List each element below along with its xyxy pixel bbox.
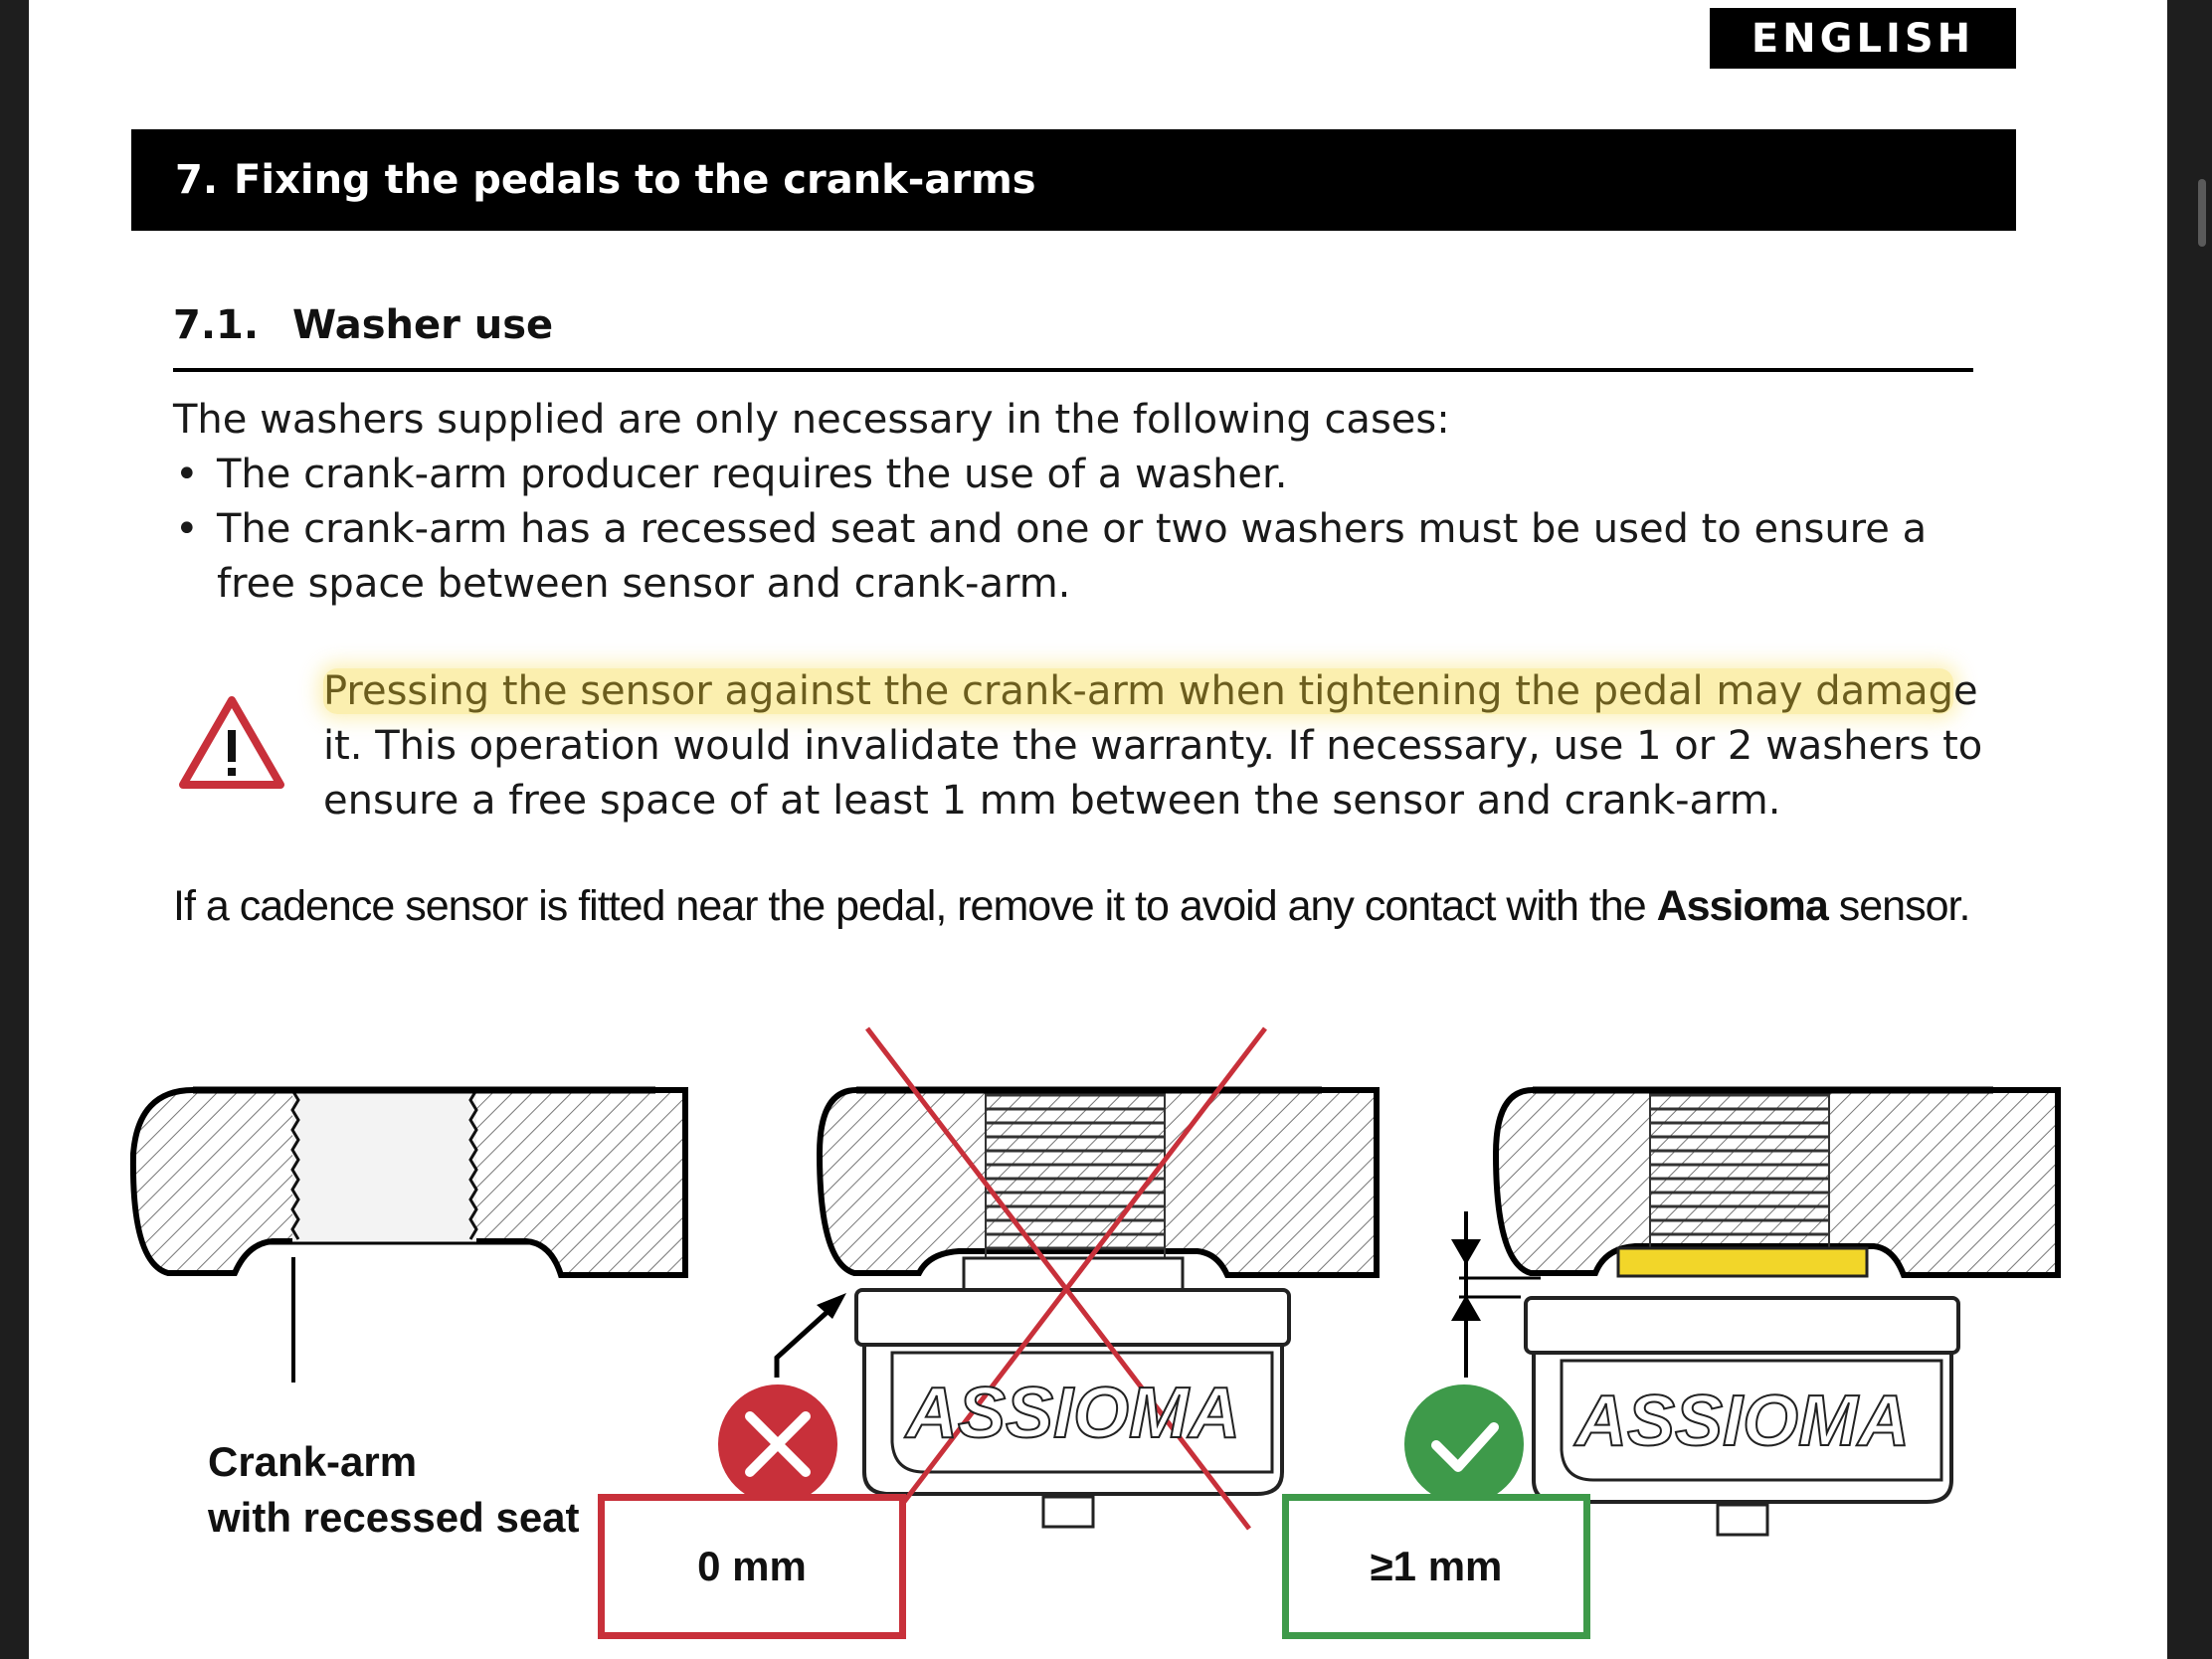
crank-arm-recessed — [133, 1088, 685, 1382]
pedal-brand-bad: ASSIOMA — [905, 1374, 1241, 1453]
pedal-brand-good: ASSIOMA — [1574, 1382, 1911, 1461]
warning-highlight: Pressing the sensor against the crank-arm when tightening the pedal may damag — [323, 668, 1954, 714]
manual-page — [29, 0, 2167, 1659]
diagram-drawing — [29, 1005, 2167, 1659]
intro-bullet-list — [173, 448, 2013, 612]
bullet-item: • The crank-arm has a recessed seat and one or two washers must be used to ensure a free space between sensor and crank-arm. — [173, 502, 2013, 612]
warning-rest: e it. This operation would invalidate the warranty. If necessary, use 1 or 2 washers to ensure a free space of at least 1 mm between the sensor and crank-arm. — [323, 668, 1983, 824]
cadence-note — [173, 882, 2043, 931]
subsection-title: Washer use — [292, 302, 554, 348]
intro-text — [173, 393, 2013, 612]
warning-triangle-icon — [178, 694, 285, 792]
note-text-before: If a cadence sensor is fitted near the pedal, remove it to avoid any contact with the — [173, 882, 1657, 930]
note-text-after: sensor. — [1827, 882, 1970, 930]
warning-block — [178, 664, 2028, 833]
warning-text — [323, 664, 2024, 829]
section-number: 7. — [175, 157, 219, 203]
language-label: ENGLISH — [1751, 15, 1975, 62]
note-brand: Assioma — [1656, 882, 1828, 930]
crank-arm-label — [208, 1434, 580, 1546]
intro-lead: The washers supplied are only necessary in the following cases: — [173, 397, 1450, 443]
subsection-number: 7.1. — [173, 302, 260, 348]
crank-label-line2: with recessed seat — [208, 1494, 580, 1541]
section-title: Fixing the pedals to the crank-arms — [234, 157, 1036, 203]
pedal-good-fit — [1404, 1090, 2058, 1535]
scrollbar-thumb[interactable] — [2198, 179, 2206, 247]
gap-box-good — [1282, 1494, 1590, 1639]
section-heading — [131, 129, 2016, 231]
pedal-bad-fit — [718, 1028, 1377, 1529]
gap-value-bad: 0 mm — [697, 1543, 807, 1589]
washer-diagram — [29, 1005, 2167, 1659]
crank-label-line1: Crank-arm — [208, 1438, 418, 1485]
gap-value-good: ≥1 mm — [1370, 1543, 1503, 1589]
language-badge — [1710, 8, 2016, 69]
subsection-heading — [173, 298, 1973, 372]
bullet-item: • The crank-arm producer requires the use of a washer. — [173, 448, 2013, 502]
gap-box-bad — [598, 1494, 906, 1639]
